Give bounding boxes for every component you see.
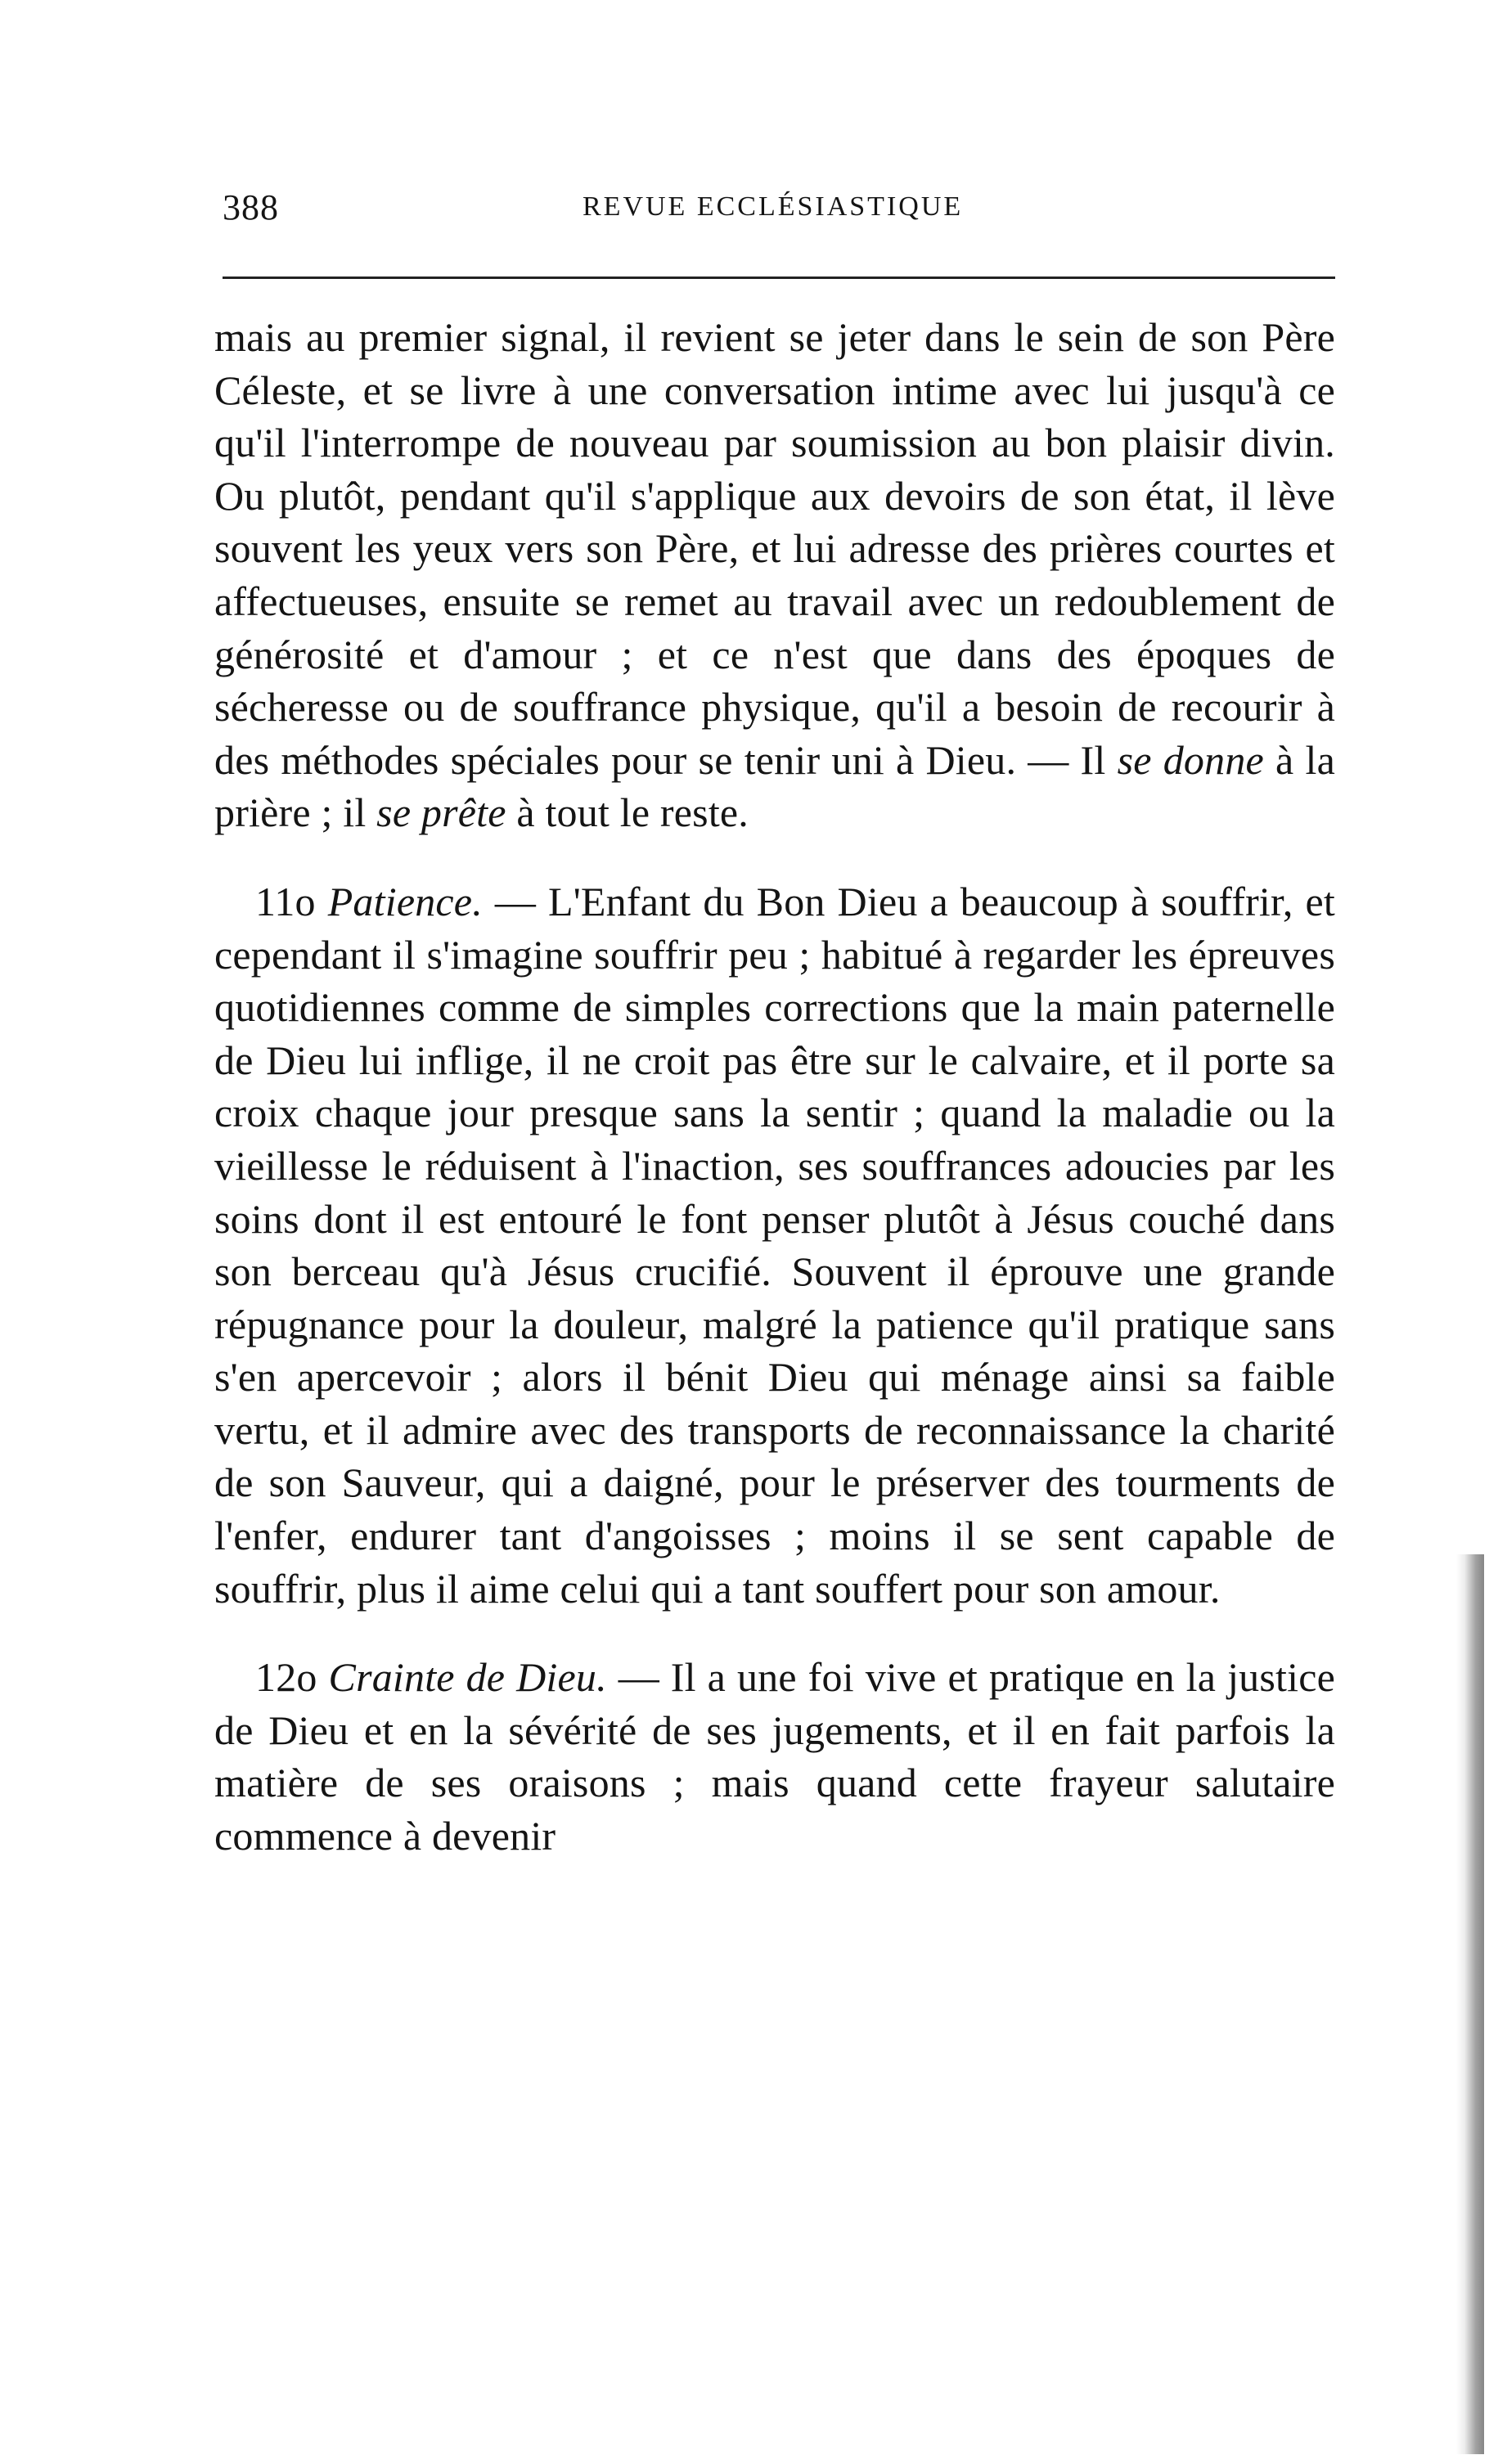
paragraph-text: — Il a une foi vive et pratique en la justice de Dieu et en la sévérité de ses jugements, et il en fait parfois la matière de ses oraisons ; mais quand cette frayeur salutaire commence à devenir (214, 1654, 1335, 1859)
header-rule (223, 277, 1335, 279)
paragraph-text: à tout le reste. (506, 789, 749, 836)
paragraph-text: — L'Enfant du Bon Dieu a beaucoup à souffrir, et cependant il s'imagine souffrir peu ; habitué à regarder les épreuves quotidiennes comme de simples corrections que la main paternelle de Dieu lui inflige, il ne croit pas être sur le calvaire, et il porte sa croix chaque jour presque sans la sentir ; quand la maladie ou la vieillesse le réduisent à l'inaction, ses souffrances adoucies par les soins dont il est entouré le font penser plutôt à Jésus couché dans son berceau qu'à Jésus crucifié. Souvent il éprouve une grande répugnance pour la douleur, malgré la patience qu'il pratique sans s'en apercevoir ; alors il bénit Dieu qui ménage ainsi sa faible vertu, et il admire avec des transports de reconnaissance la charité de son Sauveur, qui a daigné, pour le préserver des tourments de l'enfer, endurer tant d'angoisses ; moins il se sent capable de souffrir, plus il aime celui qui a tant souffert pour son amour. (214, 878, 1335, 1612)
paragraph-continuation (214, 311, 1335, 839)
section-heading: Patience. (327, 878, 483, 924)
section-number: 12o (255, 1654, 317, 1701)
page-number: 388 (223, 187, 279, 227)
paragraph-text: à la prière ; il (214, 736, 1335, 836)
body-text (214, 311, 1335, 1863)
section-number: 11o (255, 878, 316, 924)
running-title: REVUE ECCLÉSIASTIQUE (583, 191, 964, 222)
page-header (223, 187, 1335, 236)
page-edge-shadow (1456, 1554, 1484, 2454)
paragraph-crainte (214, 1651, 1335, 1862)
section-heading: Crainte de Dieu. (328, 1654, 607, 1701)
paragraph-text: mais au premier signal, il revient se jeter dans le sein de son Père Céleste, et se livre à une conversation intime avec lui jusqu'à ce qu'il l'interrompe de nouveau par soumission au bon plaisir divin. Ou plutôt, pendant qu'il s'applique aux devoirs de son état, il lève souvent les yeux vers son Père, et lui adresse des prières courtes et affectueuses, ensuite se remet au travail avec un redoublement de générosité et d'amour ; et ce n'est que dans des époques de sécheresse ou de souffrance physique, qu'il a besoin de recourir à des méthodes spéciales pour se tenir uni à Dieu. — Il (214, 314, 1335, 783)
paragraph-patience (214, 875, 1335, 1615)
italic-phrase: se donne (1117, 736, 1264, 783)
italic-phrase: se prête (376, 789, 506, 836)
